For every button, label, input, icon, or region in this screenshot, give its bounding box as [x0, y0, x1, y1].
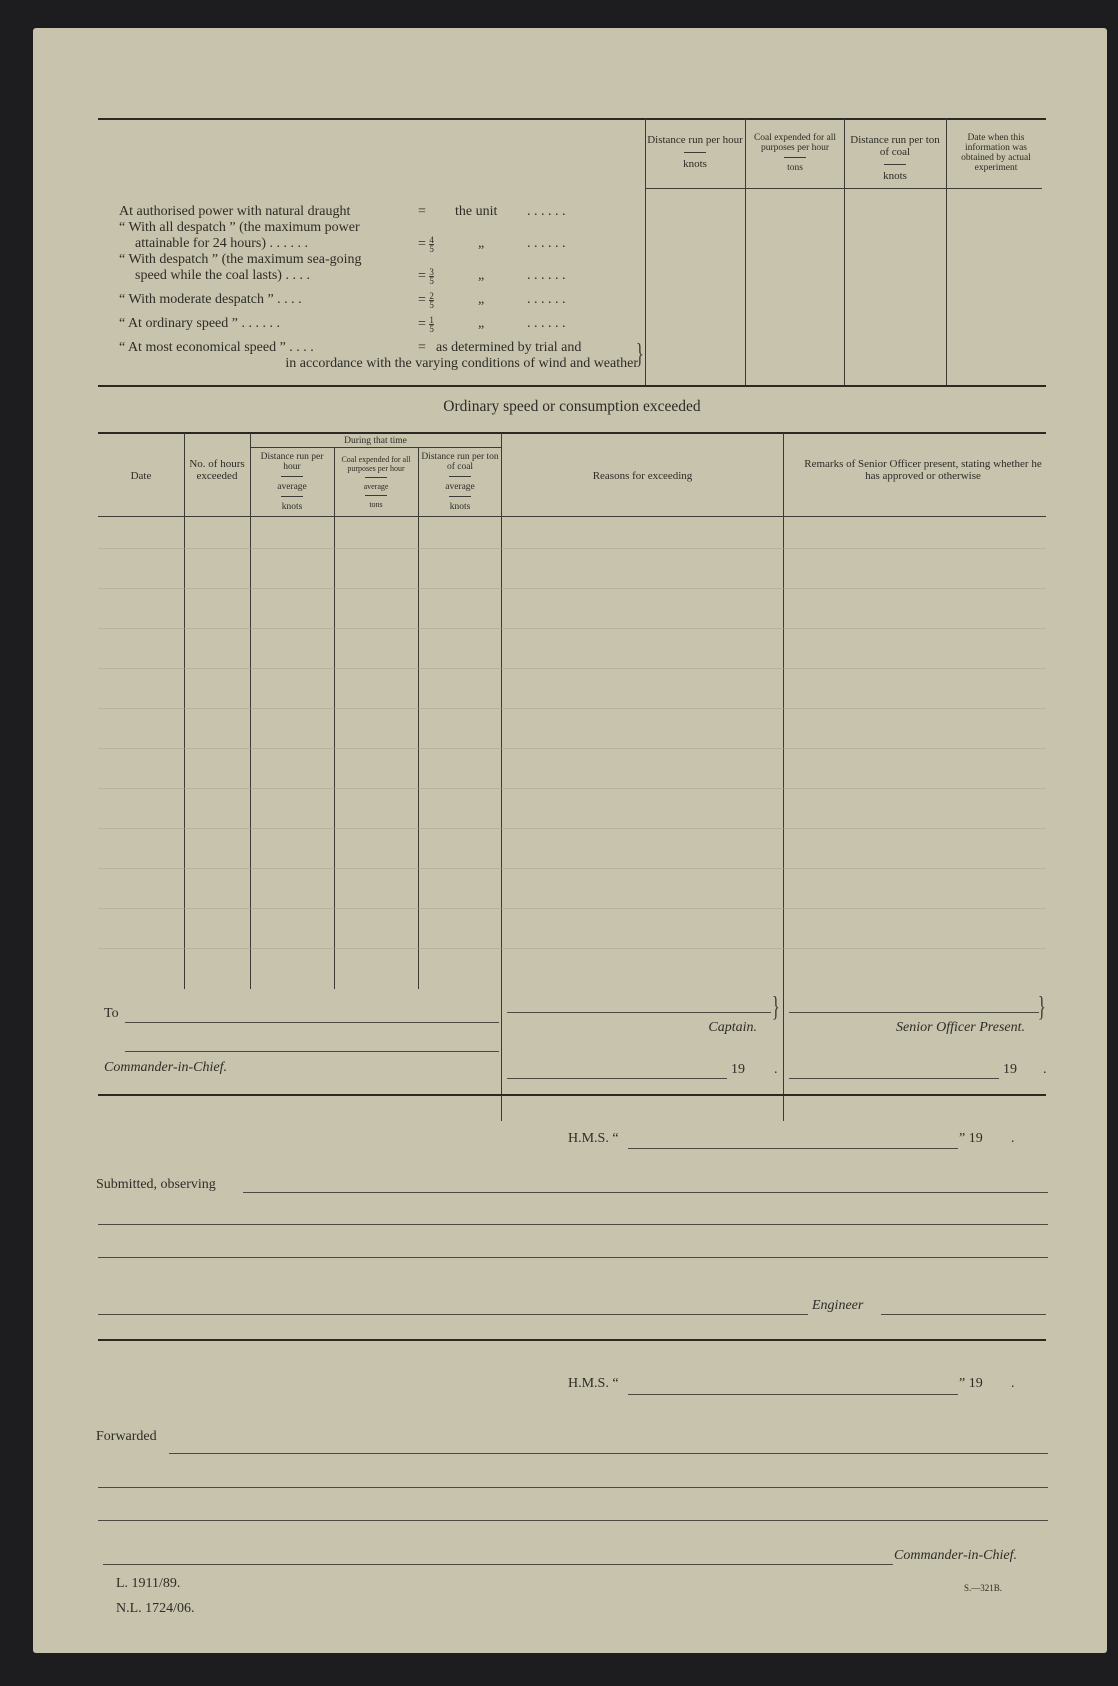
ruled-line	[98, 708, 1046, 709]
header-distance-per-ton: Distance run per ton of coal knots	[850, 134, 940, 182]
row-economical-speed-2: in accordance with the varying conditions of wind and weather	[285, 356, 638, 371]
senior-officer-signature-line[interactable]	[789, 1012, 1039, 1013]
form-code: S.—321B.	[964, 1583, 1003, 1593]
dot: .	[1043, 1062, 1047, 1077]
header-coal-per-hour: Coal expended for all purposes per hour tons	[753, 133, 837, 173]
row-all-despatch: “ With all despatch ” (the maximum power attainable for 24 hours) . . . . . .	[119, 220, 360, 251]
forwarded-line-2[interactable]	[98, 1487, 1048, 1488]
row-eq: = $\frac{3}{5}$	[418, 267, 434, 286]
to-line[interactable]	[125, 1022, 499, 1023]
ruled-line	[98, 788, 1046, 789]
header-reasons: Reasons for exceeding	[592, 470, 693, 482]
header-distance-per-ton-coal: Distance run per ton of coal average knots	[421, 452, 499, 512]
ruled-line	[98, 548, 1046, 549]
engineer-signature-line[interactable]	[881, 1314, 1046, 1315]
col-divider	[946, 118, 947, 386]
row-eq: = $\frac{2}{5}$	[418, 291, 434, 310]
submitted-line[interactable]	[243, 1192, 1048, 1193]
row-value: „	[478, 268, 485, 283]
brace: }	[635, 339, 644, 370]
exceeded-bottom-rule	[98, 1094, 1046, 1096]
row-eq: = $\frac{1}{5}$	[418, 315, 434, 334]
header-remarks: Remarks of Senior Officer present, stating whether he has approved or otherwise	[804, 458, 1042, 482]
ruled-line	[98, 588, 1046, 589]
ruled-line	[98, 948, 1046, 949]
form-sheet	[33, 28, 1107, 1653]
row-leaders: . . . . . .	[527, 268, 566, 283]
header-bottom-rule	[98, 516, 1046, 517]
header-date-obtained: Date when this information was obtained by actual experiment	[961, 133, 1031, 173]
group-underline	[250, 447, 501, 448]
dot: .	[1011, 1376, 1015, 1391]
forwarded-line-3[interactable]	[98, 1520, 1048, 1521]
row-value: „	[478, 292, 485, 307]
submitted-label: Submitted, observing	[96, 1177, 216, 1192]
submitted-line-2[interactable]	[98, 1224, 1048, 1225]
row-despatch: “ With despatch ” (the maximum sea-going speed while the coal lasts) . . . .	[119, 252, 362, 283]
engineer-bottom-rule	[98, 1339, 1046, 1341]
forwarded-label: Forwarded	[96, 1429, 157, 1444]
forwarded-line[interactable]	[169, 1453, 1048, 1454]
section-title: Ordinary speed or consumption exceeded	[443, 398, 701, 415]
senior-officer-label: Senior Officer Present.	[896, 1020, 1025, 1035]
ruled-line	[98, 828, 1046, 829]
ruled-line	[98, 668, 1046, 669]
row-economical-speed: “ At most economical speed ” . . . .	[119, 340, 314, 355]
hms-name-line[interactable]	[628, 1394, 958, 1395]
row-leaders: . . . . . .	[527, 316, 566, 331]
row-natural-draught: At authorised power with natural draught	[119, 204, 351, 219]
header-underline	[645, 188, 1042, 189]
exceeded-top-rule	[98, 432, 1046, 434]
dot: .	[774, 1062, 778, 1077]
captain-date-line[interactable]	[507, 1078, 727, 1079]
ruled-line	[98, 868, 1046, 869]
dot: .	[1011, 1131, 1015, 1146]
brace: }	[771, 992, 780, 1023]
year-label: 19	[1003, 1062, 1017, 1077]
header-coal-expended: Coal expended for all purposes per hour average tons	[341, 455, 411, 509]
to-line-2[interactable]	[125, 1051, 499, 1052]
row-leaders: . . . . . .	[527, 204, 566, 219]
captain-label: Captain.	[708, 1020, 757, 1035]
hms-name-line[interactable]	[628, 1148, 958, 1149]
ref-1: L. 1911/89.	[116, 1576, 181, 1591]
row-value: the unit	[455, 204, 498, 219]
col-divider	[844, 118, 845, 386]
engineer-label: Engineer	[812, 1298, 864, 1313]
row-value: as determined by trial and	[436, 340, 582, 355]
row-value: „	[478, 236, 485, 251]
ruled-line	[98, 908, 1046, 909]
row-ordinary-speed: “ At ordinary speed ” . . . . . .	[119, 316, 280, 331]
header-date: Date	[130, 470, 152, 482]
col-divider	[745, 118, 746, 386]
col-divider	[783, 433, 784, 1121]
header-distance-run: Distance run per hour average knots	[260, 452, 324, 512]
hms-suffix: ” 19	[959, 1131, 983, 1146]
senior-officer-date-line[interactable]	[789, 1078, 999, 1079]
table-bottom-rule	[98, 385, 1046, 387]
header-during-that-time: During that time	[344, 436, 407, 446]
hms-prefix: H.M.S. “	[568, 1131, 619, 1146]
row-moderate-despatch: “ With moderate despatch ” . . . .	[119, 292, 302, 307]
row-eq: =	[418, 340, 426, 355]
ruled-line	[98, 748, 1046, 749]
row-eq: = $\frac{4}{5}$	[418, 235, 434, 254]
brace: }	[1037, 992, 1046, 1023]
commander-bottom-label: Commander-in-Chief.	[894, 1548, 1017, 1563]
header-distance-per-hour: Distance run per hour knots	[647, 134, 743, 170]
ref-2: N.L. 1724/06.	[116, 1601, 195, 1616]
row-leaders: . . . . . .	[527, 292, 566, 307]
captain-signature-line[interactable]	[507, 1012, 771, 1013]
commander-in-chief-label: Commander-in-Chief.	[104, 1060, 227, 1075]
top-rule	[98, 118, 1046, 120]
ruled-line	[98, 628, 1046, 629]
year-label: 19	[731, 1062, 745, 1077]
row-leaders: . . . . . .	[527, 236, 566, 251]
hms-prefix: H.M.S. “	[568, 1376, 619, 1391]
commander-signature-line[interactable]	[103, 1564, 893, 1565]
hms-suffix: ” 19	[959, 1376, 983, 1391]
header-hours-exceeded: No. of hours exceeded	[189, 458, 245, 482]
row-eq: =	[418, 204, 426, 219]
to-label: To	[104, 1006, 119, 1021]
submitted-line-4[interactable]	[98, 1314, 808, 1315]
row-value: „	[478, 316, 485, 331]
submitted-line-3[interactable]	[98, 1257, 1048, 1258]
col-divider	[645, 118, 646, 386]
col-divider	[501, 433, 502, 1121]
